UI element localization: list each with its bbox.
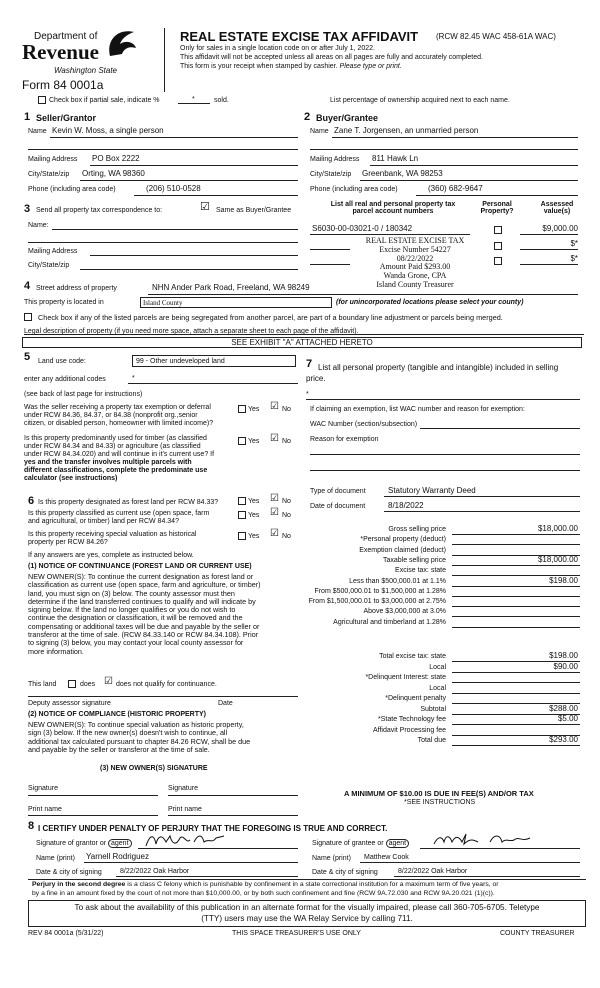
tax-row-label: Gross selling price <box>388 526 446 533</box>
doc-date-field[interactable]: 8/18/2022 <box>388 501 424 510</box>
segregation-checkbox[interactable] <box>24 313 32 321</box>
footer-treasurer-use: THIS SPACE TREASURER'S USE ONLY <box>232 930 361 937</box>
if-any-note: If any answers are yes, complete as instructed below. <box>28 552 194 559</box>
buyer-phone-field[interactable]: (360) 682-9647 <box>428 184 483 193</box>
tax-row-label: Above $3,000,000 at 3.0% <box>363 608 446 616</box>
perjury-line-2: by a fine in an amount fixed by the court of not more than $10,000.00, or by both such confinement and fine (RCW 9A.72.030 and RCW 9A.20.021 (1)(c)). <box>32 890 495 897</box>
owner-signature-label-1: Signature <box>28 785 58 792</box>
current-use-yes-checkbox[interactable] <box>238 511 246 519</box>
owner-print-label-1: Print name <box>28 806 62 813</box>
timber-yes-label: Yes <box>248 438 260 445</box>
pct-note: List percentage of ownership acquired next to each name. <box>330 97 510 104</box>
tax-row-label: *State Technology fee <box>378 716 446 723</box>
assessed-col-header: Assessed value(s) <box>540 201 574 215</box>
grantee-date-field[interactable]: 8/22/2022 Oak Harbor <box>398 868 468 875</box>
partial-sale-label: Check box if partial sale, indicate % <box>49 97 160 104</box>
corr-city-label: City/State/zip <box>28 262 70 269</box>
does-not-qualify-checkbox[interactable]: ☑ <box>104 676 113 687</box>
forest-no-checkbox[interactable]: ☑ <box>270 493 279 504</box>
seller-mail-field[interactable]: PO Box 2222 <box>92 154 140 163</box>
assessed-value-1[interactable]: $9,000.00 <box>542 224 578 233</box>
tax-row-label: From $500,000.01 to $1,500,000 at 1.28% <box>314 587 446 595</box>
tax-row-label: Agricultural and timberland at 1.28% <box>333 618 446 626</box>
see-instructions: (see back of last page for instructions) <box>24 391 143 398</box>
parcel-col-header: List all real and personal property tax parcel account numbers <box>330 201 456 215</box>
historic-no-label: No <box>282 533 291 540</box>
current-use-no-checkbox[interactable]: ☑ <box>270 507 279 518</box>
timber-yes-checkbox[interactable] <box>238 437 246 445</box>
tax-row-label: Local <box>429 684 446 692</box>
historic-question: Is this property receiving special valuation as historical property per RCW 84.26? <box>28 531 197 547</box>
legal-description-field[interactable]: SEE EXHIBIT "A" ATTACHED HERETO <box>22 337 582 348</box>
tax-row-label: Subtotal <box>420 705 446 713</box>
this-land-label: This land <box>28 681 57 688</box>
tax-row-value[interactable]: $18,000.00 <box>537 554 578 564</box>
tax-row-label: Total due <box>417 737 446 744</box>
partial-sale-pct[interactable]: * <box>192 96 195 103</box>
tax-row-value[interactable]: $198.00 <box>549 651 578 660</box>
grantee-sig-label: Signature of grantee or agent <box>312 840 409 847</box>
notice-3-heading: (3) NEW OWNER(S) SIGNATURE <box>100 765 208 772</box>
section-8-number: 8 <box>28 820 35 832</box>
personal-property-label: List all personal property (tangible and intangible) included in selling <box>318 363 559 372</box>
tax-row-label: Local <box>429 663 446 671</box>
footer-county-treasurer: COUNTY TREASURER <box>500 930 575 937</box>
see-instructions-note: *SEE INSTRUCTIONS <box>404 799 476 806</box>
exemption-claim-label: If claiming an exemption, list WAC number and reason for exemption: <box>310 406 525 413</box>
tax-row-value[interactable]: $5.00 <box>557 714 578 723</box>
seller-phone-field[interactable]: (206) 510-0528 <box>146 184 201 193</box>
personal-property-field[interactable]: * <box>306 391 309 398</box>
alt-format-notice: To ask about the availability of this publication in an alternate format for the visually impaired, please call 360-705-6705. Teletype (TTY) users may use the WA Relay Service by calling 711. <box>28 900 586 927</box>
header-line-1: Only for sales in a single location code on or after July 1, 2022. <box>180 45 375 52</box>
personal-checkbox-3[interactable] <box>494 257 502 265</box>
current-use-no-label: No <box>282 512 291 519</box>
form-number: Form 84 0001a <box>22 78 104 92</box>
parcel-number-1[interactable]: S6030-00-03021-0 / 180342 <box>312 224 413 233</box>
notice-1-text: NEW OWNER(S): To continue the current designation as forest land or classification as current use (open space, farm and agriculture, or timber) land, you must sign on (3) below. The county assessor must then determine if the land transferred continues to qualify and will indicate by signing below. If the land no longer qualifies or you do not wish to continue the designation or classification, it will be removed and the compensating or additional taxes will be due and payable by the seller or transferor at the time of sale. (RCW 84.33.140 or RCW 84.34.108). Prior to signing (3) below, you may contact your local county assessor for more information. <box>28 572 261 656</box>
exemption-no-checkbox[interactable]: ☑ <box>270 401 279 412</box>
tax-row-value[interactable]: $18,000.00 <box>537 524 578 533</box>
assessed-value-2[interactable]: $* <box>570 239 578 248</box>
timber-no-label: No <box>282 438 291 445</box>
segregation-label: Check box if any of the listed parcels are being segregated from another parcel, are part of a boundary line adjustment or parcels being merged. <box>38 313 503 322</box>
doc-type-field[interactable]: Statutory Warranty Deed <box>388 486 476 495</box>
grantee-name-label: Name (print) <box>312 855 351 862</box>
tax-row-label: Exemption claimed (deduct) <box>359 546 446 554</box>
grantor-date-label: Date & city of signing <box>36 869 102 876</box>
buyer-city-label: City/State/zip <box>310 171 352 178</box>
does-label: does <box>80 681 96 688</box>
seller-city-field[interactable]: Orting, WA 98360 <box>82 169 145 178</box>
seller-mail-label: Mailing Address <box>28 156 78 163</box>
header-line-3: This form is your receipt when stamped by cashier. Please type or print. <box>180 63 402 70</box>
grantee-name-field[interactable]: Matthew Cook <box>364 854 409 861</box>
timber-question: Is this property predominantly used for timber (as classified under RCW 84.34 and 84.33) or agriculture (as classified under RCW 84.34.020) and will continue in it's current use? If yes and the transfer involves multiple parcels with different classifications, complete the predominate use calculator (see instructions) <box>24 435 215 483</box>
buyer-mail-field[interactable]: 811 Hawk Ln <box>372 154 419 163</box>
tax-row-label: Taxable selling price <box>382 556 446 564</box>
seller-city-label: City/State/zip <box>28 171 70 178</box>
current-use-question: Is this property classified as current use (open space, farm and agricultural, or timber) land per RCW 84.34? <box>28 510 210 526</box>
exemption-question: Was the seller receiving a property tax exemption or deferral under RCW 84.36, 84.37, or 84.38 (nonprofit org.,senior citizen, or disabled person, homeowner with limited income)? <box>24 404 214 428</box>
header-line-2: This affidavit will not be accepted unless all areas on all pages are fully and accurately completed. <box>180 54 483 61</box>
tax-row-value[interactable]: $198.00 <box>549 575 578 585</box>
tax-row-label: *Personal property (deduct) <box>360 536 446 544</box>
section-7-number: 7 <box>306 358 313 370</box>
wac-label: WAC Number (section/subsection) <box>310 421 418 428</box>
tax-row-label: Less than $500,000.01 at 1.1% <box>349 577 446 585</box>
current-use-yes-label: Yes <box>248 512 260 519</box>
buyer-mail-label: Mailing Address <box>310 156 360 163</box>
street-field[interactable]: NHN Ander Park Road, Freeland, WA 98249 <box>152 283 310 292</box>
legal-label: Legal description of property (if you need more space, attach a separate sheet to each page of the affidavit). <box>24 328 359 335</box>
dept-state: Washington State <box>54 66 118 75</box>
historic-yes-checkbox[interactable] <box>238 532 246 540</box>
corr-mail-label: Mailing Address <box>28 248 78 255</box>
timber-no-checkbox[interactable]: ☑ <box>270 433 279 444</box>
additional-codes-label: enter any additional codes <box>24 376 106 383</box>
dept-logo-text: Revenue <box>22 40 99 64</box>
notice-2-text: NEW OWNER(S): To continue special valuation as historic property, sign (3) below. If the new owner(s) doesn't wish to continue, all additional tax calculated pursuant to chapter 84.26 RCW, shall be due and payable by the seller or transferor at the time of sale. <box>28 720 251 754</box>
exemption-yes-checkbox[interactable] <box>238 405 246 413</box>
grantee-date-label: Date & city of signing <box>312 869 378 876</box>
same-as-buyer-checkbox[interactable]: ☑ <box>200 201 210 213</box>
revenue-logo-icon <box>104 26 140 60</box>
county-select[interactable]: Island County <box>140 297 332 308</box>
buyer-heading: Buyer/Grantee <box>316 113 379 123</box>
section-6-number: 6 <box>28 495 35 507</box>
tax-row-value[interactable]: $293.00 <box>549 735 578 744</box>
partial-sale-sold: sold. <box>214 97 229 104</box>
perjury-line-1: Perjury in the second degree is a class C felony which is punishable by confinement in a state correctional institution for a maximum term of five years, or <box>32 881 499 888</box>
section-2-number: 2 <box>304 111 311 123</box>
personal-property-label-2: price. <box>306 374 326 383</box>
forest-yes-checkbox[interactable] <box>238 497 246 505</box>
does-not-label: does not qualify for continuance. <box>116 681 217 688</box>
street-label: Street address of property <box>36 285 117 292</box>
buyer-name-field[interactable]: Zane T. Jorgensen, an unmarried person <box>334 126 479 135</box>
corr-label: Send all property tax correspondence to: <box>36 207 163 214</box>
deputy-date-label: Date <box>218 700 233 707</box>
section-5-number: 5 <box>24 351 31 363</box>
deputy-signature-label: Deputy assessor signature <box>28 700 111 707</box>
tax-row-label: Total excise tax: state <box>379 653 446 660</box>
grantor-sig-label: Signature of grantor or agent <box>36 840 132 847</box>
exemption-no-label: No <box>282 406 291 413</box>
tax-row-label: Excise tax: state <box>395 567 446 575</box>
does-qualify-checkbox[interactable] <box>68 680 76 688</box>
landuse-select[interactable]: 99 - Other undeveloped land <box>132 355 296 367</box>
historic-no-checkbox[interactable]: ☑ <box>270 528 279 539</box>
landuse-label: Land use code: <box>38 358 86 365</box>
tax-row-value[interactable]: $90.00 <box>553 661 578 671</box>
forest-yes-label: Yes <box>248 498 260 505</box>
tax-row-label: From $1,500,000.01 to $3,000,000 at 2.75% <box>308 598 446 606</box>
footer-form-rev: REV 84 0001a (5/31/22) <box>28 930 104 937</box>
certify-statement: I CERTIFY UNDER PENALTY OF PERJURY THAT THE FOREGOING IS TRUE AND CORRECT. <box>38 824 388 833</box>
forest-question: Is this property designated as forest land per RCW 84.33? <box>38 499 219 506</box>
owner-signature-label-2: Signature <box>168 785 198 792</box>
forest-no-label: No <box>282 498 291 505</box>
section-3-number: 3 <box>24 203 31 215</box>
grantor-name-label: Name (print) <box>36 855 75 862</box>
dept-top: Department of <box>34 31 98 42</box>
treasurer-stamp: REAL ESTATE EXCISE TAX Excise Number 54227 08/22/2022 Amount Paid $293.00 Wanda Grone, CPA Island County Treasurer <box>350 237 480 290</box>
seller-name-field[interactable]: Kevin W. Moss, a single person <box>52 126 164 135</box>
seller-phone-label: Phone (including area code) <box>28 186 116 193</box>
doc-type-label: Type of document <box>310 488 366 495</box>
owner-print-label-2: Print name <box>168 806 202 813</box>
grantor-name-field[interactable]: Yarnell Rodriguez <box>86 852 149 861</box>
personal-checkbox-1[interactable] <box>494 226 502 234</box>
exemption-yes-label: Yes <box>248 406 260 413</box>
doc-date-label: Date of document <box>310 503 366 510</box>
grantor-date-field[interactable]: 8/22/2022 Oak Harbor <box>120 868 190 875</box>
location-note: (for unincorporated locations please select your county) <box>336 299 524 306</box>
personal-col-header: Personal Property? <box>480 201 514 215</box>
personal-checkbox-2[interactable] <box>494 242 502 250</box>
assessed-value-3[interactable]: $* <box>570 254 578 263</box>
tax-row-label: *Delinquent Interest: state <box>365 674 446 681</box>
tax-row-value[interactable]: $288.00 <box>549 703 578 713</box>
same-as-buyer-label: Same as Buyer/Grantee <box>216 207 292 214</box>
form-title: REAL ESTATE EXCISE TAX AFFIDAVIT <box>180 29 419 44</box>
buyer-name-label: Name <box>310 128 329 135</box>
historic-yes-label: Yes <box>248 533 260 540</box>
corr-name-label: Name: <box>28 222 49 229</box>
seller-name-label: Name <box>28 128 47 135</box>
section-4-number: 4 <box>24 280 31 292</box>
form-title-ref: (RCW 82.45 WAC 458-61A WAC) <box>436 32 556 41</box>
seller-heading: Seller/Grantor <box>36 113 97 123</box>
grantor-signature[interactable] <box>140 830 230 850</box>
grantee-signature[interactable] <box>430 830 540 850</box>
notice-1-heading: (1) NOTICE OF CONTINUANCE (FOREST LAND OR CURRENT USE) <box>28 563 252 570</box>
minimum-due-note: A MINIMUM OF $10.00 IS DUE IN FEE(S) AND/OR TAX <box>344 789 534 798</box>
additional-codes-field[interactable]: * <box>132 375 135 382</box>
section-1-number: 1 <box>24 111 31 123</box>
tax-row-label: *Delinquent penalty <box>385 695 446 702</box>
buyer-city-field[interactable]: Greenbank, WA 98253 <box>362 169 443 178</box>
partial-sale-checkbox[interactable] <box>38 96 46 104</box>
notice-2-heading: (2) NOTICE OF COMPLIANCE (HISTORIC PROPERTY) <box>28 711 206 718</box>
reason-label: Reason for exemption <box>310 436 379 443</box>
location-label: This property is located in <box>24 299 104 306</box>
buyer-phone-label: Phone (including area code) <box>310 186 398 193</box>
tax-row-label: Affidavit Processing fee <box>372 726 446 734</box>
